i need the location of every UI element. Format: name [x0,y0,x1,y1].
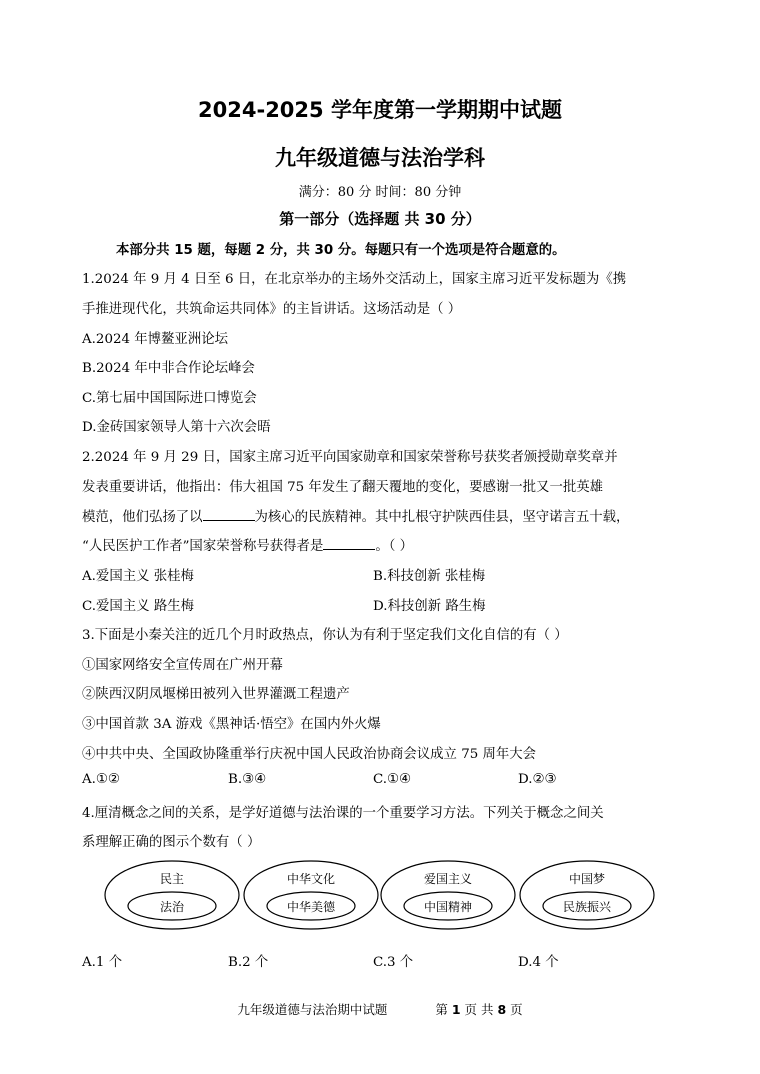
q4-stem-line2: 系理解正确的图示个数有（ ） [82,835,261,850]
footer-page-mid: 页 共 [464,1002,494,1017]
outer-concept-label: 爱国主义 [423,872,473,886]
outer-concept-label: 民主 [159,872,185,886]
inner-concept-label: 民族振兴 [562,900,612,914]
footer-total-pages: 8 [497,1002,507,1017]
page-footer [0,1000,760,1018]
q4-option-c: C.3 个 [373,955,414,970]
section-instructions: 本部分共 15 题，每题 2 分，共 30 分。每题只有一个选项是符合题意的。 [116,243,566,258]
q2-stem-line3 [82,506,629,525]
footer-page-prefix: 第 [435,1002,448,1017]
q3-option-b: B.③④ [228,772,267,787]
concept-diagrams [0,855,760,935]
outer-concept-label: 中国梦 [568,872,606,886]
exam-subject: 九年级道德与法治学科 [275,146,485,170]
footer-title: 九年级道德与法治期中试题 [237,1002,388,1017]
exam-info: 满分：80 分 时间：80 分钟 [298,185,462,200]
q1-option-c: C.第七届中国国际进口博览会 [82,391,257,406]
q1-option-d: D.金砖国家领导人第十六次会晤 [82,420,271,435]
q2-blank-1 [203,507,255,521]
q3-item-2: ②陕西汉阴凤堰梯田被列入世界灌溉工程遗产 [82,687,350,702]
q3-item-3: ③中国首款 3A 游戏《黑神话·悟空》在国内外火爆 [82,717,381,732]
q3-stem: 3.下面是小秦关注的近几个月时政热点，你认为有利于坚定我们文化自信的有（ ） [82,628,568,643]
section-heading: 第一部分（选择题 共 30 分） [279,210,481,228]
footer-page-number: 1 [451,1002,461,1017]
q1-option-b: B.2024 年中非合作论坛峰会 [82,361,255,376]
q3-option-d: D.②③ [518,772,557,787]
exam-title: 2024-2025 学年度第一学期期中试题 [198,98,562,122]
q1-stem-line2: 手推进现代化，共筑命运共同体》的主旨讲话。这场活动是（ ） [82,302,462,317]
q3-item-1: ①国家网络安全宣传周在广州开幕 [82,658,283,673]
q2-line3-text-a: 模范，他们弘扬了以 [82,510,203,525]
concept-diagram-1 [105,861,239,929]
q4-option-b: B.2 个 [228,955,269,970]
q4-option-a: A.1 个 [82,955,123,970]
q4-stem-line1: 4.厘清概念之间的关系，是学好道德与法治课的一个重要学习方法。下列关于概念之间关 [82,806,604,821]
q1-option-a: A.2024 年博鳌亚洲论坛 [82,332,228,347]
q3-option-a: A.①② [82,772,120,787]
q2-option-c: C.爱国主义 路生梅 [82,599,195,614]
q4-option-d: D.4 个 [518,955,559,970]
q2-option-b: B.科技创新 张桂梅 [373,569,486,584]
inner-concept-label: 中国精神 [423,900,473,914]
q2-stem-line4 [82,535,413,554]
outer-concept-label: 中华文化 [286,872,336,886]
footer-page-suffix: 页 [510,1002,523,1017]
inner-concept-label: 法治 [159,900,185,914]
q2-line3-text-b: 为核心的民族精神。其中扎根守护陕西佳县，坚守诺言五十载， [254,510,630,525]
concept-diagram-4 [520,861,654,929]
concept-diagram-3 [381,861,515,929]
q2-option-d: D.科技创新 路生梅 [373,599,486,614]
concept-diagram-2 [244,861,378,929]
q3-item-4: ④中共中央、全国政协隆重举行庆祝中国人民政治协商会议成立 75 周年大会 [82,747,537,762]
q3-option-c: C.①④ [373,772,412,787]
q2-blank-2 [323,536,375,550]
q2-stem-line2: 发表重要讲话，他指出：伟大祖国 75 年发生了翻天覆地的变化，要感谢一批又一批英雄 [82,480,604,495]
q2-line4-text-b: 。（ ） [375,539,414,554]
q2-option-a: A.爱国主义 张桂梅 [82,569,194,584]
q2-line4-text-a: “人民医护工作者”国家荣誉称号获得者是 [82,539,324,554]
q2-stem-line1: 2.2024 年 9 月 29 日，国家主席习近平向国家勋章和国家荣誉称号获奖者颁授勋章奖章并 [82,450,618,465]
q1-stem-line1: 1.2024 年 9 月 4 日至 6 日，在北京举办的主场外交活动上，国家主席习近平发标题为《携 [82,272,627,287]
inner-concept-label: 中华美德 [286,900,336,914]
